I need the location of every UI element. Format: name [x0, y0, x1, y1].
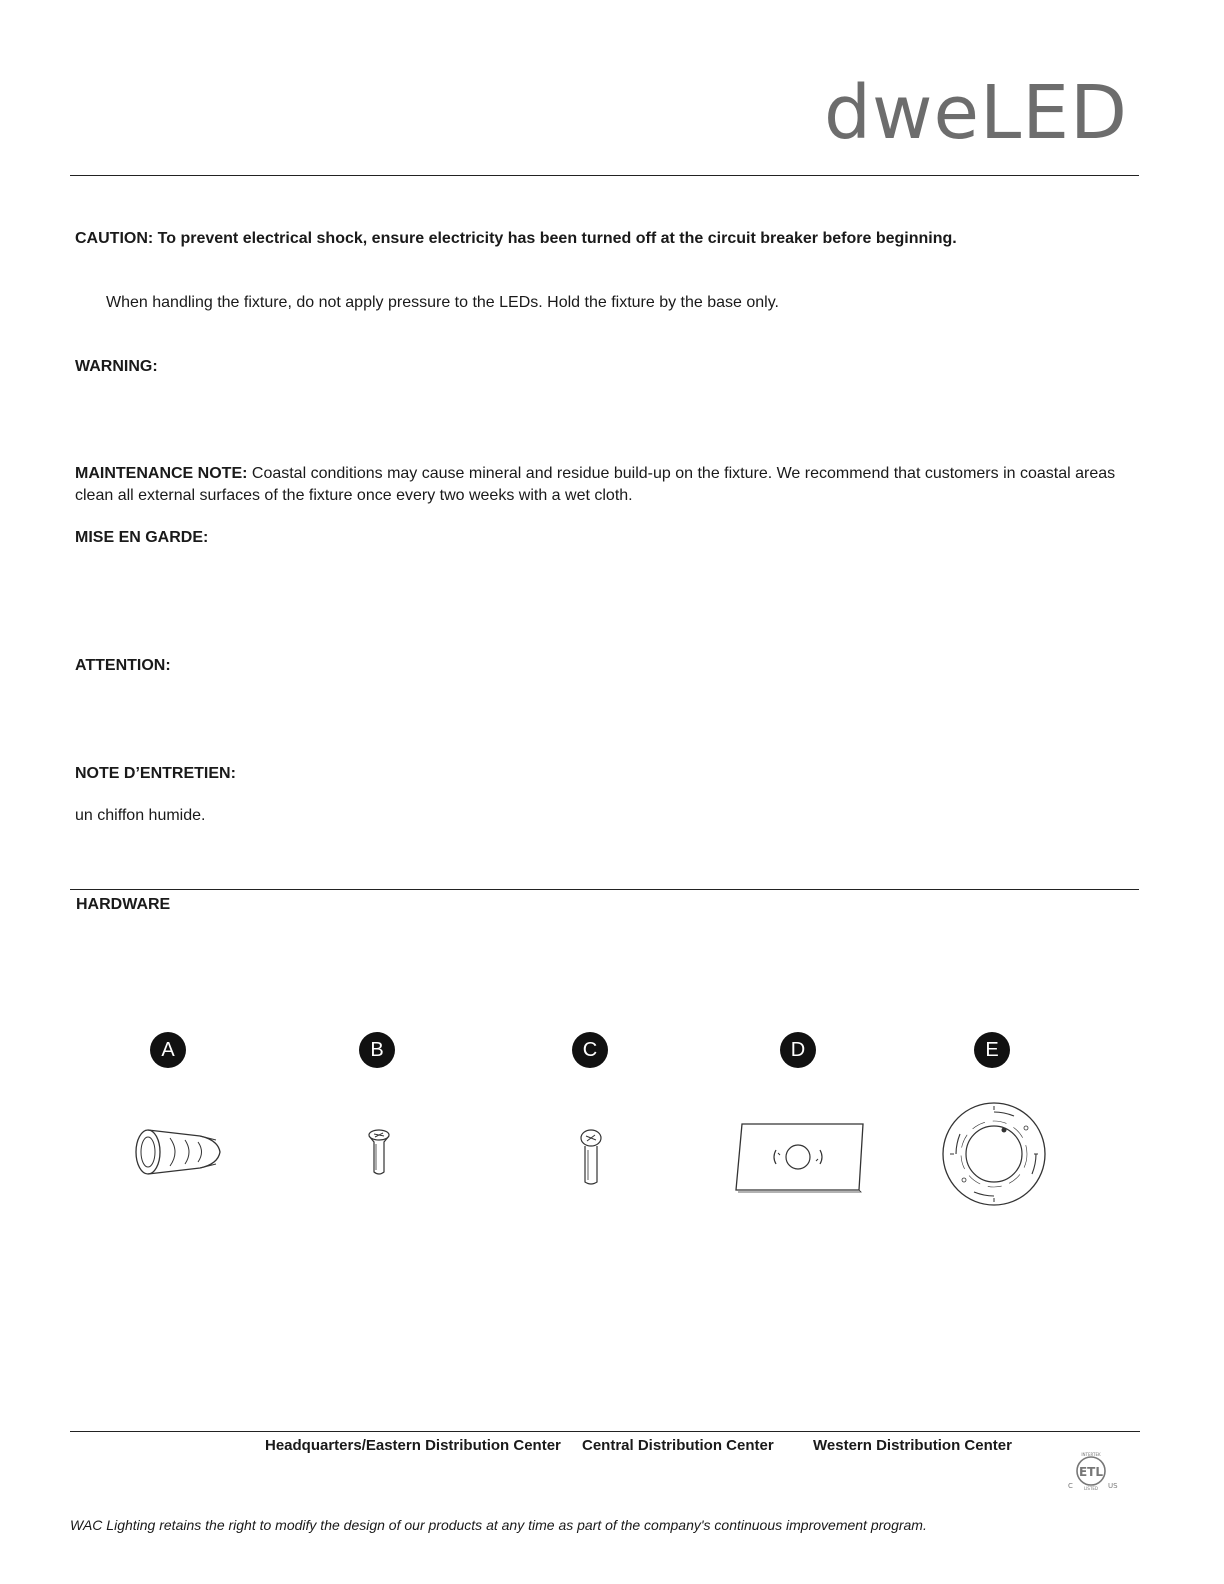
wire-nut-icon: [130, 1126, 225, 1178]
maintenance-note: [75, 463, 1135, 507]
footer-divider: [70, 1431, 1140, 1432]
footer-central: Central Distribution Center: [582, 1437, 774, 1454]
hardware-badge-e: E: [974, 1032, 1010, 1068]
handling-text: When handling the fixture, do not apply pressure to the LEDs. Hold the fixture by the base only.: [106, 294, 779, 311]
hardware-divider: [70, 889, 1139, 890]
header-divider: [70, 175, 1139, 176]
hardware-badge-a: A: [150, 1032, 186, 1068]
mounting-plate-icon: [732, 1120, 868, 1194]
footer-hq: Headquarters/Eastern Distribution Center: [265, 1437, 561, 1454]
svg-text:LISTED: LISTED: [1084, 1486, 1098, 1491]
disclaimer-text: WAC Lighting retains the right to modify the design of our products at any time as part of the company's continuous improvement program.: [70, 1517, 927, 1533]
round-mounting-plate-icon: [940, 1100, 1048, 1208]
maintenance-text: Coastal conditions may cause mineral and residue build-up on the fixture. We recommend that customers in coastal areas clean all external surfaces of the fixture once every two weeks with a wet cloth.: [75, 465, 1116, 504]
mise-en-garde-label: MISE EN GARDE:: [75, 529, 209, 546]
footer-western: Western Distribution Center: [813, 1437, 1012, 1454]
svg-text:US: US: [1108, 1482, 1118, 1490]
hardware-badge-b: B: [359, 1032, 395, 1068]
attention-label: ATTENTION:: [75, 657, 171, 674]
hardware-title: HARDWARE: [76, 896, 171, 913]
warning-label: WARNING:: [75, 358, 158, 375]
hardware-badge-c: C: [572, 1032, 608, 1068]
brand-logo: dweLED: [824, 70, 1128, 156]
note-entretien-text: un chiffon humide.: [75, 807, 206, 824]
pan-head-screw-icon: [576, 1128, 606, 1188]
svg-text:C: C: [1068, 1482, 1073, 1490]
maintenance-label: MAINTENANCE NOTE:: [75, 465, 248, 482]
flat-head-screw-icon: [365, 1128, 393, 1178]
caution-text: CAUTION: To prevent electrical shock, ensure electricity has been turned off at the circuit breaker before beginning.: [75, 230, 957, 247]
etl-listed-icon: [1064, 1450, 1120, 1492]
svg-text:INTERTEK: INTERTEK: [1081, 1452, 1101, 1457]
note-entretien-label: NOTE D’ENTRETIEN:: [75, 765, 236, 782]
hardware-badge-d: D: [780, 1032, 816, 1068]
svg-text:ETL: ETL: [1078, 1465, 1104, 1479]
